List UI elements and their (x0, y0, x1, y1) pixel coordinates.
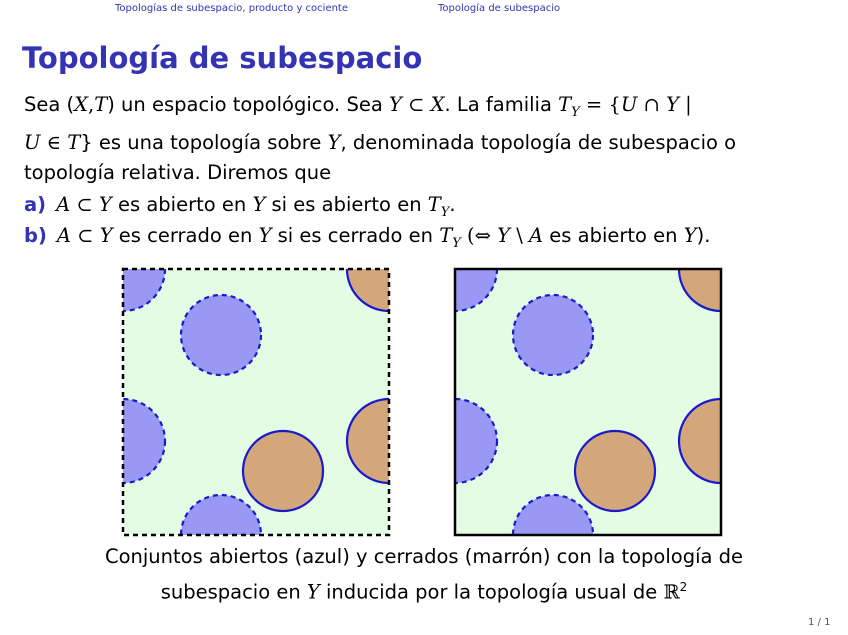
open-sets-diagram (120, 266, 392, 538)
frame-title: Topología de subespacio (22, 41, 423, 75)
list-item-b: b) A ⊂ Y es cerrado en Y si es cerrado en $T_Y$ (⇔ Y \ A es abierto en Y). (24, 224, 711, 251)
caption-line-1: Conjuntos abiertos (azul) y cerrados (marrón) con la topología de (104, 545, 744, 568)
closed-disk (575, 431, 655, 511)
list-item-a: a) A ⊂ Y es abierto en Y si es abierto en $T_Y$. (24, 193, 456, 220)
definition-paragraph (24, 90, 824, 188)
headline-section-link[interactable]: Topologías de subespacio, producto y cociente (115, 3, 349, 14)
page-number: 1 / 1 (808, 617, 831, 628)
paragraph-line-2: U ∈ T} es una topología sobre Y, denominada topología de subespacio o (24, 130, 737, 154)
figure-caption (0, 542, 848, 608)
item-label: a) (24, 193, 47, 216)
beamer-headline (0, 3, 848, 17)
paragraph-line-1: Sea (X,T) un espacio topológico. Sea Y ⊂ X. La familia $T_Y = \{U$ ∩ Y | (24, 93, 692, 120)
closed-disk (243, 431, 323, 511)
headline-subsection-link[interactable]: Topología de subespacio (438, 3, 561, 14)
open-disk (181, 295, 261, 375)
closed-sets-diagram (452, 266, 724, 538)
open-disk (513, 295, 593, 375)
figure (0, 266, 848, 538)
caption-line-2: subespacio en Y inducida por la topología usual de ℝ$^2$ (160, 580, 688, 604)
item-label: b) (24, 224, 47, 247)
paragraph-line-3: topología relativa. Diremos que (24, 160, 332, 184)
